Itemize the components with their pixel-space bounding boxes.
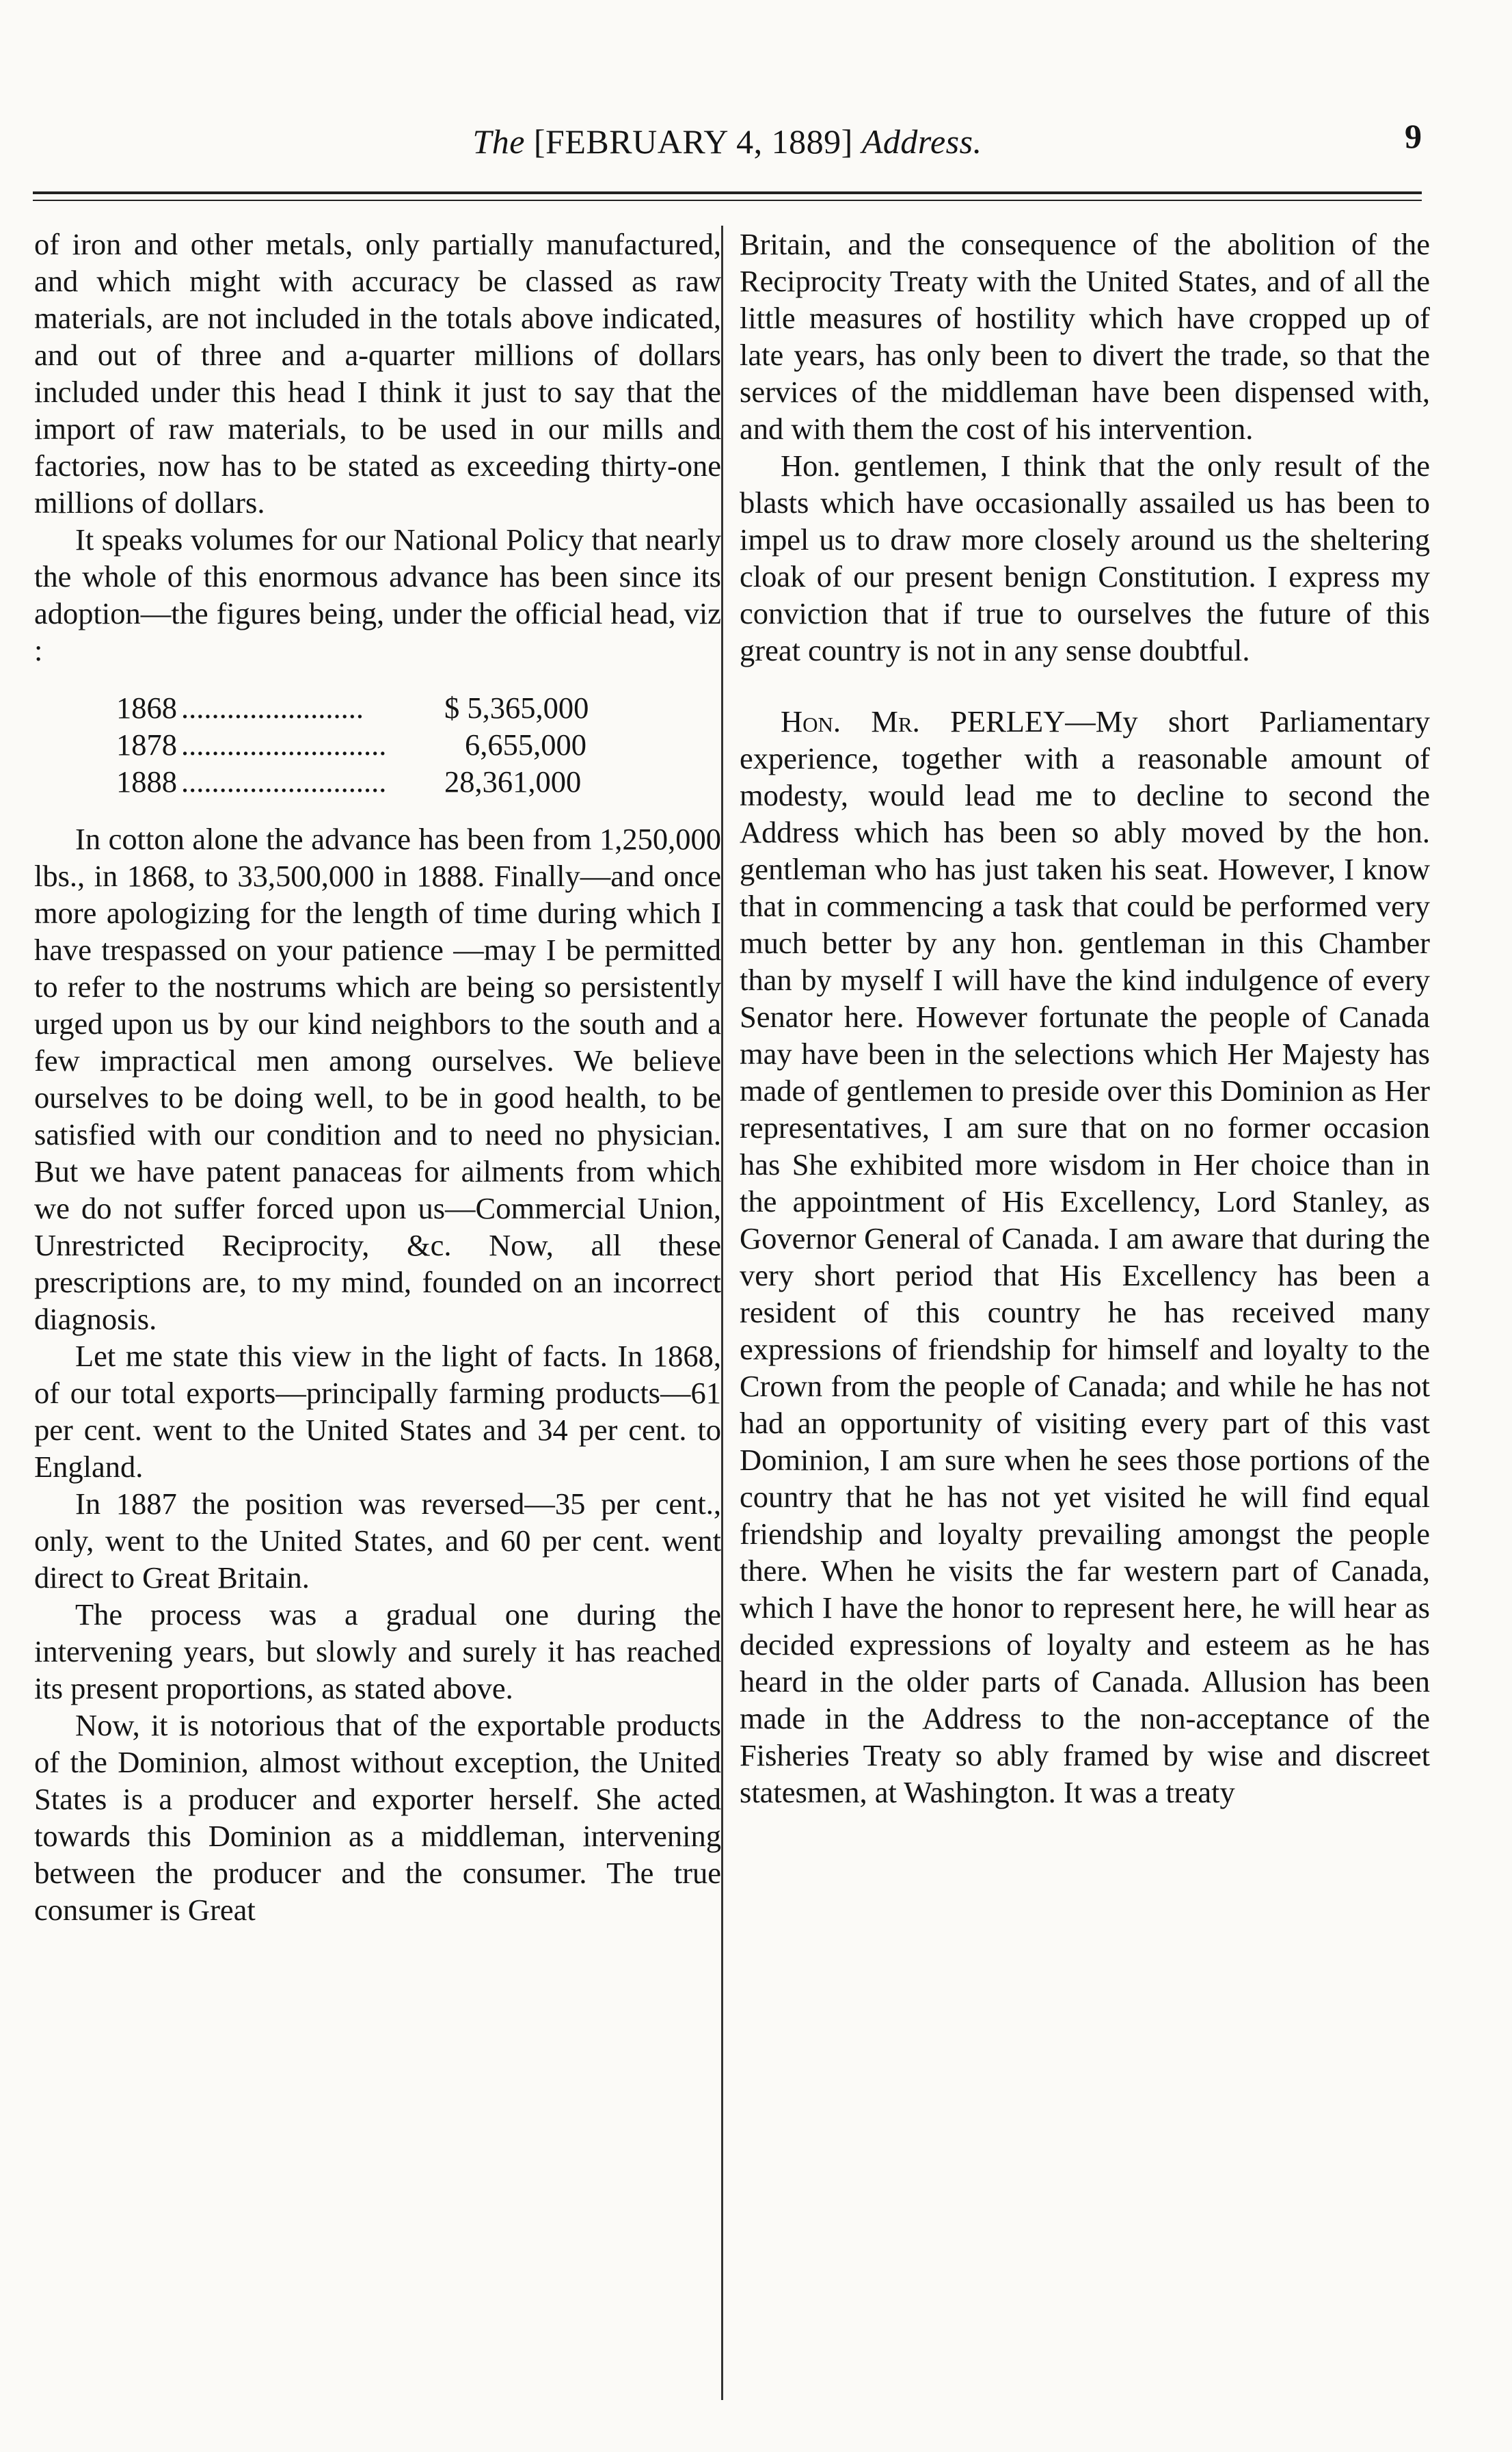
- paragraph: of iron and other metals, only partially manufactured, and which might with accuracy be classed as raw materials, are not included in the totals above indicated, and out of three and a-quarter millions of dollars included under this head I think it just to say that the import of raw materials, to be used in our mills and factories, now has to be stated as exceeding thirty-one millions of dollars.: [34, 227, 721, 520]
- paragraph: In cotton alone the advance has been from 1,250,000 lbs., in 1868, to 33,500,000 in 1888. Finally—and once more apologizing for the length of time during which I have trespassed on your patience —may I be permitted to refer to the nostrums which are being so persistently urged upon us by our kind neighbors to the south and a few impractical men among ourselves. We believe ourselves to be doing well, to be in good health, to be satisfied with our condition and to need no physician. But we have patent panaceas for ailments from which we do not suffer forced upon us—Commercial Union, Unrestricted Reciprocity, &c. Now, all these prescriptions are, to my mind, founded on an incorrect diagnosis.: [34, 822, 721, 1336]
- paragraph: Now, it is notorious that of the exportable products of the Dominion, almost without exception, the United States is a producer and exporter herself. She acted towards this Dominion as a middleman, intervening between the producer and the consumer. The true consumer is Great: [34, 1708, 721, 1927]
- figures-value: 28,361,000: [444, 764, 582, 799]
- speech-text: —My short Parliamentary experience, together with a reasonable amount of modesty, would lead me to decline to second the Address which has been so ably moved by the hon. gentleman who has just taken his seat. However, I know that in commencing a task that could be performed very much better by any hon. gentleman in this Chamber than by myself I will have the kind indulgence of every Senator here. However fortunate the people of Canada may have been in the selections which Her Majesty has made of gentlemen to preside over this Dominion as Her representatives, I am sure that on no former occasion has She exhibited more wisdom in Her choice than in the appointment of His Excellency, Lord Stanley, as Governor General of Canada. I am aware that during the very short period that His Excellency has been a resident of this country he has received many expressions of friendship for himself and loyalty to the Crown from the people of Canada; and while he has not had an opportunity of visiting every part of this vast Dominion, I am sure when he sees those portions of the country that he has not yet visited he will find equal friendship and loyalty prevailing amongst the people there. When he visits the far western part of Canada, which I have the honor to represent here, he will hear as decided expressions of loyalty and esteem as he has heard in the older parts of Canada. Allusion has been made in the Address to the non-acceptance of the Fisheries Treaty so ably framed by wise and discreet statesmen, at Washington. It was a treaty: [740, 704, 1430, 1809]
- header-rule-thin: [33, 200, 1422, 201]
- header-rule-thick: [33, 191, 1422, 194]
- header-left-word: The: [472, 122, 525, 161]
- figures-value: $ 5,365,000: [444, 691, 589, 725]
- right-column: [740, 226, 1430, 1811]
- figures-value: 6,655,000: [465, 728, 586, 762]
- header-title: [33, 122, 1422, 161]
- figures-year: 1878: [116, 728, 177, 762]
- paragraph: Let me state this view in the light of facts. In 1868, of our total exports—principally farming products—61 per cent. went to the United States and 34 per cent. to England.: [34, 1339, 721, 1484]
- paragraph: Britain, and the consequence of the abolition of the Reciprocity Treaty with the United States, and of all the little measures of hostility which have cropped up of late years, has only been to divert the trade, so that the services of the middleman have been dispensed with, and with them the cost of his intervention.: [740, 227, 1430, 446]
- running-header: [33, 116, 1422, 164]
- page-number: 9: [1405, 117, 1422, 155]
- figures-leader: ...........................: [181, 728, 387, 762]
- header-right-word: Address.: [861, 122, 982, 161]
- figures-row: [116, 726, 721, 763]
- column-divider: [721, 226, 723, 2400]
- header-date: [FEBRUARY 4, 1889]: [533, 122, 853, 161]
- figures-leader: ...........................: [181, 764, 387, 799]
- paragraph: The process was a gradual one during the intervening years, but slowly and surely it has reached its present proportions, as stated above.: [34, 1597, 721, 1705]
- figures-table: [116, 689, 721, 800]
- left-column: [34, 226, 721, 1928]
- figures-row: [116, 689, 721, 726]
- figures-leader: ........................: [181, 691, 364, 725]
- figures-row: [116, 763, 721, 800]
- figures-year: 1868: [116, 691, 177, 725]
- paragraph: It speaks volumes for our National Policy that nearly the whole of this enormous advance has been since its adoption—the figures being, under the official head, viz :: [34, 522, 721, 667]
- speech-paragraph: [740, 703, 1430, 1811]
- speaker-name: Hon. Mr. PERLEY: [781, 704, 1066, 738]
- figures-year: 1888: [116, 764, 177, 799]
- paragraph: In 1887 the position was reversed—35 per cent., only, went to the United States, and 60 per cent. went direct to Great Britain.: [34, 1487, 721, 1595]
- paragraph: Hon. gentlemen, I think that the only result of the blasts which have occasionally assailed us has been to impel us to draw more closely around us the sheltering cloak of our present benign Constitution. I express my conviction that if true to ourselves the future of this great country is not in any sense doubtful.: [740, 449, 1430, 667]
